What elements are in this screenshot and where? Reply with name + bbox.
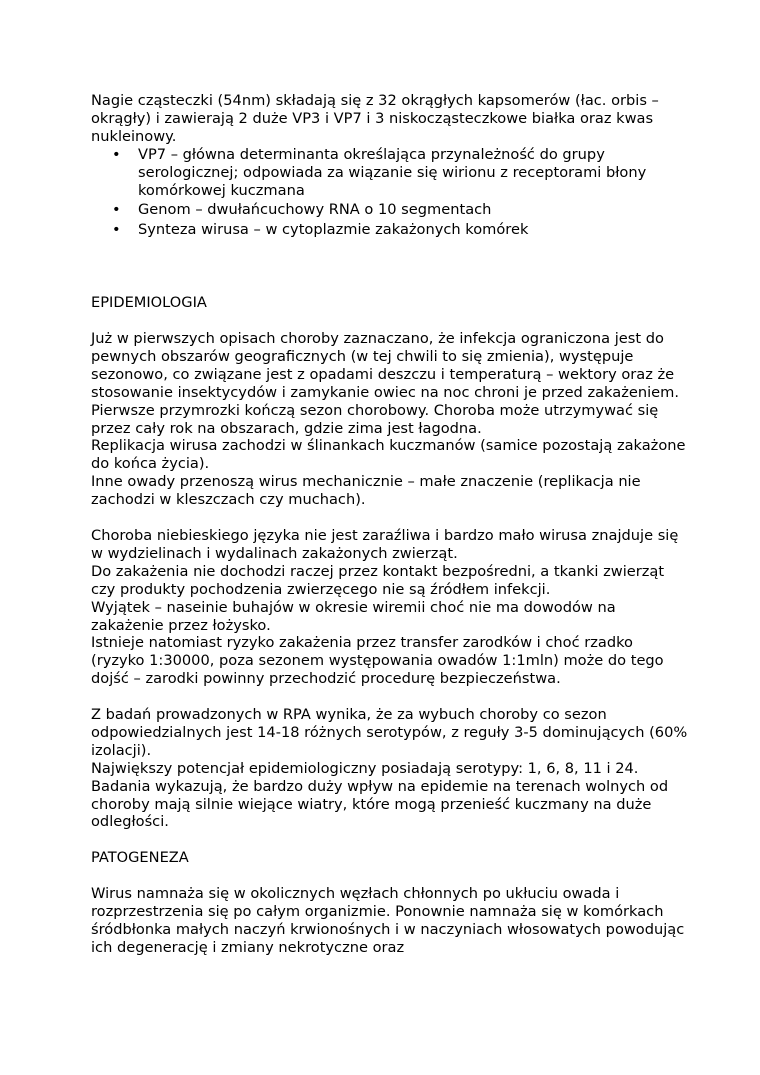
spacer <box>91 831 691 849</box>
section-heading-pathogenesis: PATOGENEZA <box>91 849 189 867</box>
paragraph: Inne owady przenoszą wirus mechanicznie – małe znaczenie (replikacja nie zachodzi w kleszczach czy muchach). <box>91 473 641 509</box>
paragraph: Replikacja wirusa zachodzi w ślinankach kuczmanów (samice pozostają zakażone do końca życia). <box>91 437 686 473</box>
section-heading-epidemiology: EPIDEMIOLOGIA <box>91 294 207 312</box>
paragraph: Choroba niebieskiego języka nie jest zaraźliwa i bardzo mało wirusa znajduje się w wydzielinach i wydalinach zakażonych zwierząt. <box>91 527 679 562</box>
paragraph: Badania wykazują, że bardzo duży wpływ na epidemie na terenach wolnych od choroby mają silnie wiejące wiatry, które mogą przenieść kuczmany na duże odległości. <box>91 777 669 831</box>
paragraph: Wirus namnaża się w okolicznych węzłach chłonnych po ukłuciu owada i rozprzestrzenia się po całym organizmie. Ponownie namnaża się w komórkach śródbłonka małych naczyń krwionośnych i w naczyniach włosowatych powodując ich degenerację i zmiany nekrotyczne oraz <box>91 885 685 956</box>
list-item: • VP7 – główna determinanta określająca przynależność do grupy serologicznej; odpowiada za wiązanie się wirionu z receptorami błony komórkowej kuczmana <box>138 146 691 200</box>
spacer <box>91 867 691 885</box>
list-item: • Synteza wirusa – w cytoplazmie zakażonych komórek <box>138 221 691 239</box>
virus-properties-list <box>91 146 691 240</box>
intro-paragraph: Nagie cząsteczki (54nm) składają się z 32 okrągłych kapsomerów (łac. orbis – okrągły) i zawierają 2 duże VP3 i VP7 i 3 niskocząsteczkowe białka oraz kwas nukleinowy. <box>91 92 659 145</box>
paragraph: Największy potencjał epidemiologiczny posiadają serotypy: 1, 6, 8, 11 i 24. <box>91 759 639 777</box>
spacer <box>91 509 691 527</box>
paragraph: Z badań prowadzonych w RPA wynika, że za wybuch choroby co sezon odpowiedzialnych jest 14-18 różnych serotypów, z reguły 3-5 dominujących (60% izolacji). <box>91 706 688 759</box>
paragraph: Już w pierwszych opisach choroby zaznaczano, że infekcja ograniczona jest do pewnych obszarów geograficznych (w tej chwili to się zmienia), występuje sezonowo, co związane jest z opadami deszczu i temperaturą – wektory oraz że stosowanie insektycydów i zamykanie owiec na noc chroni je przed zakażeniem. <box>91 330 679 401</box>
paragraph: Pierwsze przymrozki kończą sezon chorobowy. Choroba może utrzymywać się przez cały rok na obszarach, gdzie zima jest łagodna. <box>91 401 659 437</box>
list-item: • Genom – dwułańcuchowy RNA o 10 segmentach <box>138 201 691 219</box>
document-body <box>91 92 691 957</box>
spacer <box>91 688 691 706</box>
spacer <box>91 312 691 330</box>
spacer <box>91 241 691 294</box>
paragraph: Do zakażenia nie dochodzi raczej przez kontakt bezpośredni, a tkanki zwierząt czy produkty pochodzenia zwierzęcego nie są źródłem infekcji. <box>91 562 665 598</box>
paragraph: Istnieje natomiast ryzyko zakażenia przez transfer zarodków i choć rzadko (ryzyko 1:30000, poza sezonem występowania owadów 1:1mln) może do tego dojść – zarodki powinny przechodzić procedurę bezpieczeństwa. <box>91 634 664 688</box>
paragraph: Wyjątek – naseinie buhajów w okresie wiremii choć nie ma dowodów na zakażenie przez łożysko. <box>91 598 616 634</box>
